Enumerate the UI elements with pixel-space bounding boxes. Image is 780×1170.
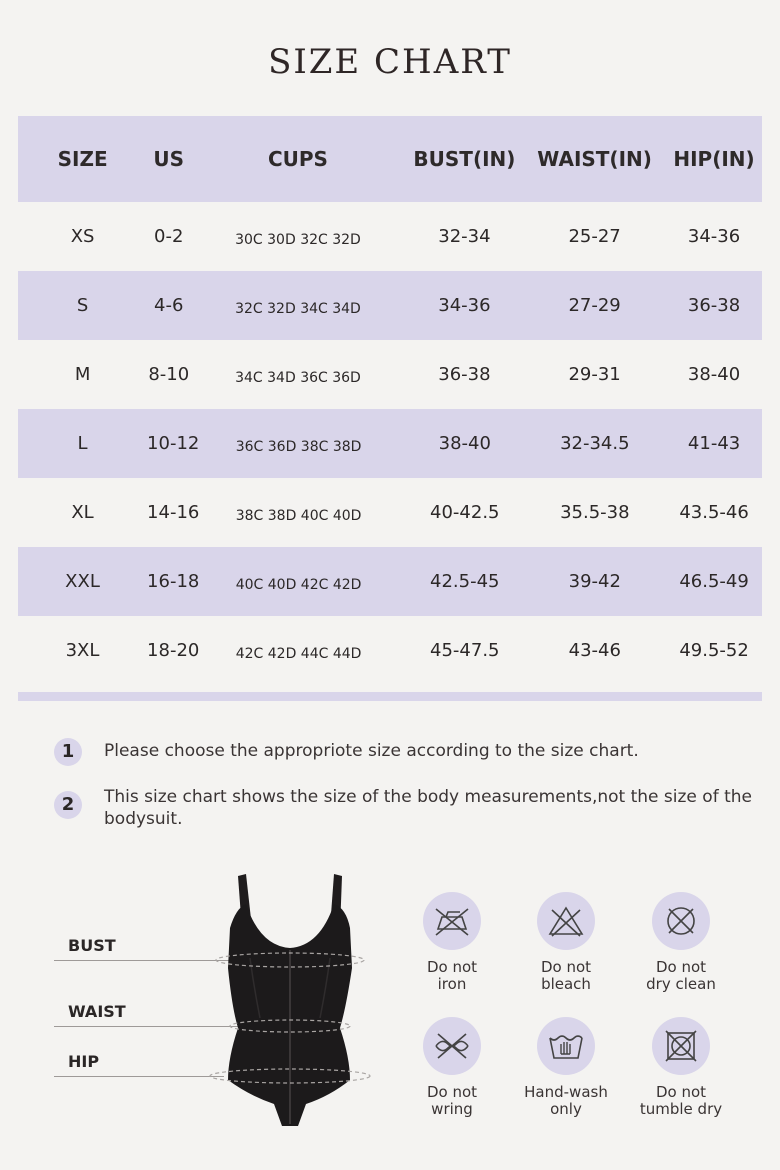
cell-bust: 34-36 <box>438 295 491 316</box>
cell-us: 0-2 <box>154 226 184 247</box>
cell-hip: 38-40 <box>687 364 741 385</box>
cell-hip: 34-36 <box>687 226 741 247</box>
cell-cups: 42C 42D 44C 44D <box>235 645 362 662</box>
care-no-iron <box>397 892 507 993</box>
note-number: 2 <box>54 791 82 819</box>
cell-us: 10-12 <box>147 433 200 454</box>
cell-size: L <box>77 433 88 454</box>
cell-waist: 39-42 <box>568 571 621 592</box>
header-cups: CUPS <box>267 147 328 171</box>
note-number: 1 <box>54 738 82 766</box>
no-dry-clean-icon <box>652 892 710 950</box>
table-row <box>18 202 762 271</box>
cell-cups: 40C 40D 42C 42D <box>235 576 362 593</box>
header-us: US <box>153 147 185 171</box>
note-2 <box>54 786 754 830</box>
cell-hip: 46.5-49 <box>679 571 749 592</box>
cell-size: XS <box>70 226 95 247</box>
cell-hip: 43.5-46 <box>679 502 749 523</box>
table-row <box>18 478 762 547</box>
no-bleach-icon <box>537 892 595 950</box>
care-label: Do not dry clean <box>646 958 716 993</box>
cell-waist: 29-31 <box>568 364 621 385</box>
bodysuit-image <box>200 868 380 1128</box>
table-row <box>18 409 762 478</box>
hand-wash-icon <box>537 1017 595 1075</box>
cell-bust: 36-38 <box>438 364 491 385</box>
cell-waist: 27-29 <box>568 295 621 316</box>
cell-bust: 42.5-45 <box>430 571 500 592</box>
hip-label: HIP <box>68 1052 100 1071</box>
care-no-wring <box>397 1017 507 1118</box>
cell-hip: 36-38 <box>687 295 741 316</box>
care-hand-wash <box>511 1017 621 1118</box>
waist-label: WAIST <box>68 1002 126 1021</box>
header-hip: HIP(IN) <box>673 147 755 171</box>
bodysuit-figure <box>50 868 390 1128</box>
cell-cups: 36C 36D 38C 38D <box>235 438 362 455</box>
cell-size: XL <box>71 502 94 523</box>
care-label: Do not bleach <box>540 958 592 993</box>
cell-cups: 38C 38D 40C 40D <box>235 507 362 524</box>
note-1 <box>54 738 764 766</box>
cell-bust: 38-40 <box>438 433 491 454</box>
no-tumble-dry-icon <box>652 1017 710 1075</box>
cell-waist: 32-34.5 <box>560 433 630 454</box>
cell-us: 8-10 <box>148 364 190 385</box>
care-label: Do not wring <box>426 1083 478 1118</box>
header-bust: BUST(IN) <box>413 147 516 171</box>
table-footer-bar <box>18 692 762 701</box>
care-label: Hand-wash only <box>524 1083 608 1118</box>
cell-size: S <box>76 295 89 316</box>
cell-size: XXL <box>65 571 100 592</box>
note-text: Please choose the appropriote size according to the size chart. <box>104 741 639 761</box>
table-row <box>18 547 762 616</box>
no-wring-icon <box>423 1017 481 1075</box>
cell-us: 14-16 <box>147 502 200 523</box>
cell-cups: 30C 30D 32C 32D <box>235 231 361 248</box>
hip-line <box>54 1076 224 1077</box>
cell-us: 18-20 <box>147 640 200 661</box>
cell-waist: 25-27 <box>568 226 621 247</box>
care-no-tumble-dry <box>626 1017 736 1118</box>
care-label: Do not tumble dry <box>639 1083 723 1118</box>
cell-cups: 34C 34D 36C 36D <box>235 369 361 386</box>
table-row <box>18 340 762 409</box>
size-table <box>18 116 762 685</box>
cell-bust: 45-47.5 <box>430 640 500 661</box>
cell-us: 16-18 <box>147 571 200 592</box>
cell-us: 4-6 <box>154 295 184 316</box>
no-iron-icon <box>423 892 481 950</box>
cell-bust: 40-42.5 <box>430 502 500 523</box>
table-header <box>18 116 762 202</box>
cell-waist: 43-46 <box>568 640 621 661</box>
header-size: SIZE <box>57 147 108 171</box>
cell-waist: 35.5-38 <box>560 502 630 523</box>
table-row <box>18 616 762 685</box>
header-waist: WAIST(IN) <box>537 147 652 171</box>
care-no-bleach <box>511 892 621 993</box>
cell-size: M <box>74 364 91 385</box>
cell-bust: 32-34 <box>438 226 491 247</box>
cell-hip: 49.5-52 <box>679 640 749 661</box>
cell-hip: 41-43 <box>687 433 741 454</box>
page-title: SIZE CHART <box>268 42 512 82</box>
care-no-dry-clean <box>626 892 736 993</box>
care-label: Do not iron <box>426 958 478 993</box>
note-text: This size chart shows the size of the body measurements,not the size of the bodysuit. <box>104 787 752 829</box>
table-row <box>18 271 762 340</box>
cell-cups: 32C 32D 34C 34D <box>235 300 361 317</box>
cell-size: 3XL <box>65 640 100 661</box>
bust-label: BUST <box>68 936 116 955</box>
